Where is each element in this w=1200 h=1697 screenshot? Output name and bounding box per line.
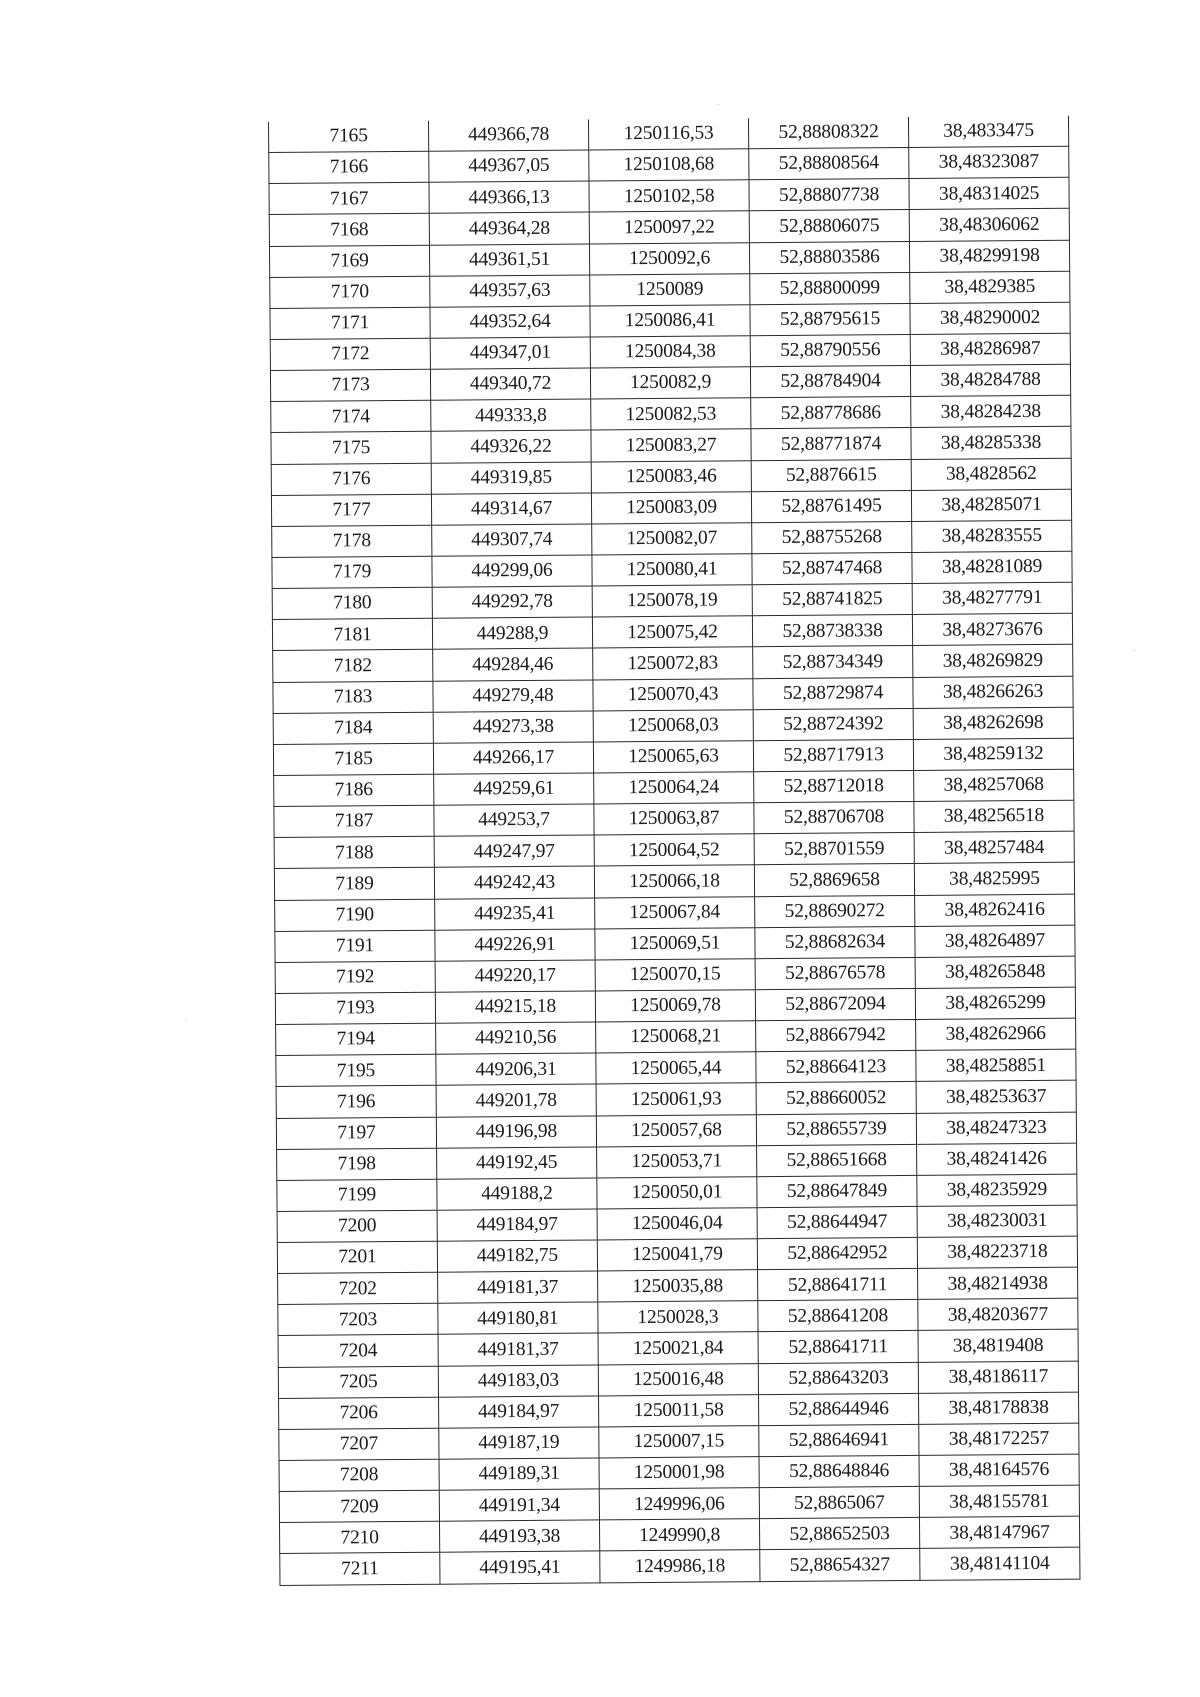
longitude-cell: 38,48262966 (916, 1018, 1076, 1050)
latitude-cell: 52,88738338 (752, 615, 912, 647)
y-coordinate-cell: 1250072,83 (593, 647, 753, 679)
point-number-cell: 7211 (280, 1553, 440, 1585)
latitude-cell: 52,88641711 (758, 1269, 918, 1301)
latitude-cell: 52,88808322 (748, 117, 908, 149)
x-coordinate-cell: 449181,37 (438, 1271, 598, 1303)
x-coordinate-cell: 449266,17 (433, 742, 593, 774)
point-number-cell: 7179 (272, 556, 432, 588)
x-coordinate-cell: 449183,03 (438, 1365, 598, 1397)
point-number-cell: 7168 (269, 214, 429, 246)
longitude-cell: 38,48286987 (910, 333, 1070, 365)
y-coordinate-cell: 1250066,18 (594, 865, 754, 897)
y-coordinate-cell: 1250064,52 (594, 834, 754, 866)
x-coordinate-cell: 449220,17 (435, 960, 595, 992)
longitude-cell: 38,48314025 (909, 177, 1069, 209)
x-coordinate-cell: 449333,8 (431, 399, 591, 431)
x-coordinate-cell: 449352,64 (430, 306, 590, 338)
y-coordinate-cell: 1250070,43 (593, 678, 753, 710)
longitude-cell: 38,48285338 (911, 427, 1071, 459)
y-coordinate-cell: 1250021,84 (598, 1332, 758, 1364)
latitude-cell: 52,8865067 (759, 1487, 919, 1519)
y-coordinate-cell: 1250082,07 (592, 523, 752, 555)
latitude-cell: 52,88808564 (749, 148, 909, 180)
longitude-cell: 38,48259132 (913, 738, 1073, 770)
point-number-cell: 7186 (274, 774, 434, 806)
y-coordinate-cell: 1250016,48 (598, 1363, 758, 1395)
x-coordinate-cell: 449299,06 (432, 555, 592, 587)
x-coordinate-cell: 449307,74 (432, 524, 592, 556)
point-number-cell: 7166 (269, 151, 429, 183)
longitude-cell: 38,48164576 (919, 1454, 1079, 1486)
y-coordinate-cell: 1250097,22 (589, 211, 749, 243)
longitude-cell: 38,48266263 (913, 676, 1073, 708)
x-coordinate-cell: 449191,34 (439, 1489, 599, 1521)
x-coordinate-cell: 449357,63 (430, 275, 590, 307)
point-number-cell: 7183 (273, 681, 433, 713)
longitude-cell: 38,48257068 (914, 769, 1074, 801)
point-number-cell: 7167 (269, 183, 429, 215)
latitude-cell: 52,88641208 (758, 1300, 918, 1332)
coordinates-table (268, 116, 1080, 1586)
y-coordinate-cell: 1250028,3 (598, 1301, 758, 1333)
coordinates-table-body (268, 116, 1079, 1585)
point-number-cell: 7192 (275, 961, 435, 993)
y-coordinate-cell: 1250083,46 (591, 460, 751, 492)
point-number-cell: 7205 (278, 1366, 438, 1398)
x-coordinate-cell: 449184,97 (439, 1396, 599, 1428)
x-coordinate-cell: 449188,2 (437, 1178, 597, 1210)
point-number-cell: 7208 (279, 1459, 439, 1491)
y-coordinate-cell: 1250078,19 (592, 585, 752, 617)
y-coordinate-cell: 1250082,9 (590, 367, 750, 399)
y-coordinate-cell: 1250065,63 (593, 741, 753, 773)
scan-speck (718, 104, 719, 105)
y-coordinate-cell: 1250102,58 (589, 180, 749, 212)
longitude-cell: 38,48284238 (911, 395, 1071, 427)
longitude-cell: 38,48269829 (913, 645, 1073, 677)
point-number-cell: 7196 (276, 1086, 436, 1118)
scan-speck (186, 1020, 187, 1021)
latitude-cell: 52,88641711 (758, 1331, 918, 1363)
y-coordinate-cell: 1250065,44 (596, 1052, 756, 1084)
longitude-cell: 38,48141104 (920, 1548, 1080, 1580)
point-number-cell: 7209 (279, 1490, 439, 1522)
x-coordinate-cell: 449273,38 (433, 711, 593, 743)
point-number-cell: 7198 (277, 1148, 437, 1180)
x-coordinate-cell: 449364,28 (429, 212, 589, 244)
longitude-cell: 38,48235929 (917, 1174, 1077, 1206)
y-coordinate-cell: 1250011,58 (599, 1394, 759, 1426)
latitude-cell: 52,88682634 (755, 926, 915, 958)
y-coordinate-cell: 1250069,51 (595, 927, 755, 959)
x-coordinate-cell: 449189,31 (439, 1458, 599, 1490)
x-coordinate-cell: 449210,56 (436, 1022, 596, 1054)
point-number-cell: 7176 (271, 463, 431, 495)
point-number-cell: 7191 (275, 930, 435, 962)
y-coordinate-cell: 1250108,68 (589, 149, 749, 181)
y-coordinate-cell: 1250063,87 (594, 803, 754, 835)
point-number-cell: 7184 (273, 712, 433, 744)
x-coordinate-cell: 449192,45 (437, 1147, 597, 1179)
point-number-cell: 7194 (276, 1023, 436, 1055)
y-coordinate-cell: 1250007,15 (599, 1426, 759, 1458)
latitude-cell: 52,88655739 (756, 1113, 916, 1145)
table-row (280, 1548, 1080, 1585)
point-number-cell: 7170 (270, 276, 430, 308)
x-coordinate-cell: 449242,43 (434, 866, 594, 898)
y-coordinate-cell: 1250053,71 (597, 1145, 757, 1177)
x-coordinate-cell: 449235,41 (435, 897, 595, 929)
longitude-cell: 38,48265299 (915, 987, 1075, 1019)
longitude-cell: 38,48241426 (917, 1143, 1077, 1175)
x-coordinate-cell: 449193,38 (439, 1520, 599, 1552)
y-coordinate-cell: 1250068,21 (596, 1021, 756, 1053)
x-coordinate-cell: 449347,01 (430, 337, 590, 369)
x-coordinate-cell: 449361,51 (429, 244, 589, 276)
point-number-cell: 7185 (273, 743, 433, 775)
latitude-cell: 52,8869658 (754, 864, 914, 896)
y-coordinate-cell: 1250061,93 (596, 1083, 756, 1115)
longitude-cell: 38,48186117 (918, 1361, 1078, 1393)
point-number-cell: 7203 (278, 1304, 438, 1336)
latitude-cell: 52,88652503 (759, 1518, 919, 1550)
y-coordinate-cell: 1250067,84 (595, 896, 755, 928)
longitude-cell: 38,48283555 (912, 520, 1072, 552)
point-number-cell: 7207 (279, 1428, 439, 1460)
latitude-cell: 52,88654327 (760, 1549, 920, 1581)
x-coordinate-cell: 449284,46 (433, 648, 593, 680)
latitude-cell: 52,88701559 (754, 833, 914, 865)
point-number-cell: 7178 (272, 525, 432, 557)
scan-speck (1134, 650, 1135, 651)
latitude-cell: 52,88795615 (750, 303, 910, 335)
point-number-cell: 7169 (269, 245, 429, 277)
point-number-cell: 7204 (278, 1335, 438, 1367)
longitude-cell: 38,48253637 (916, 1081, 1076, 1113)
longitude-cell: 38,48323087 (909, 146, 1069, 178)
point-number-cell: 7174 (271, 400, 431, 432)
y-coordinate-cell: 1250092,6 (589, 242, 749, 274)
point-number-cell: 7195 (276, 1054, 436, 1086)
latitude-cell: 52,88784904 (750, 366, 910, 398)
y-coordinate-cell: 1250086,41 (590, 305, 750, 337)
y-coordinate-cell: 1250064,24 (594, 772, 754, 804)
latitude-cell: 52,88644947 (757, 1206, 917, 1238)
longitude-cell: 38,48223718 (917, 1236, 1077, 1268)
x-coordinate-cell: 449196,98 (436, 1115, 596, 1147)
point-number-cell: 7190 (275, 899, 435, 931)
point-number-cell: 7206 (279, 1397, 439, 1429)
point-number-cell: 7210 (280, 1522, 440, 1554)
point-number-cell: 7197 (276, 1117, 436, 1149)
latitude-cell: 52,88778686 (751, 397, 911, 429)
longitude-cell: 38,48290002 (910, 302, 1070, 334)
longitude-cell: 38,48262698 (913, 707, 1073, 739)
point-number-cell: 7202 (278, 1272, 438, 1304)
longitude-cell: 38,48155781 (919, 1485, 1079, 1517)
latitude-cell: 52,88648846 (759, 1455, 919, 1487)
longitude-cell: 38,48281089 (912, 551, 1072, 583)
y-coordinate-cell: 1250080,41 (592, 554, 752, 586)
x-coordinate-cell: 449326,22 (431, 430, 591, 462)
latitude-cell: 52,88747468 (752, 552, 912, 584)
latitude-cell: 52,88806075 (749, 210, 909, 242)
y-coordinate-cell: 1250083,27 (591, 429, 751, 461)
latitude-cell: 52,88647849 (757, 1175, 917, 1207)
x-coordinate-cell: 449366,13 (429, 181, 589, 213)
y-coordinate-cell: 1250041,79 (597, 1239, 757, 1271)
x-coordinate-cell: 449288,9 (432, 617, 592, 649)
x-coordinate-cell: 449187,19 (439, 1427, 599, 1459)
point-number-cell: 7177 (271, 494, 431, 526)
longitude-cell: 38,4833475 (908, 116, 1068, 148)
longitude-cell: 38,48230031 (917, 1205, 1077, 1237)
point-number-cell: 7193 (275, 992, 435, 1024)
point-number-cell: 7172 (270, 338, 430, 370)
x-coordinate-cell: 449215,18 (435, 991, 595, 1023)
latitude-cell: 52,88800099 (750, 272, 910, 304)
longitude-cell: 38,48306062 (909, 209, 1069, 241)
x-coordinate-cell: 449279,48 (433, 679, 593, 711)
x-coordinate-cell: 449206,31 (436, 1053, 596, 1085)
y-coordinate-cell: 1249986,18 (600, 1550, 760, 1582)
latitude-cell: 52,88660052 (756, 1082, 916, 1114)
point-number-cell: 7180 (272, 587, 432, 619)
latitude-cell: 52,88741825 (752, 584, 912, 616)
latitude-cell: 52,88667942 (756, 1020, 916, 1052)
y-coordinate-cell: 1250082,53 (591, 398, 751, 430)
latitude-cell: 52,88676578 (755, 957, 915, 989)
latitude-cell: 52,88803586 (749, 241, 909, 273)
latitude-cell: 52,88790556 (750, 334, 910, 366)
y-coordinate-cell: 1250069,78 (595, 990, 755, 1022)
y-coordinate-cell: 1250070,15 (595, 958, 755, 990)
point-number-cell: 7181 (272, 618, 432, 650)
longitude-cell: 38,48214938 (918, 1267, 1078, 1299)
x-coordinate-cell: 449367,05 (429, 150, 589, 182)
x-coordinate-cell: 449253,7 (434, 804, 594, 836)
latitude-cell: 52,88646941 (759, 1424, 919, 1456)
x-coordinate-cell: 449184,97 (437, 1209, 597, 1241)
point-number-cell: 7188 (274, 836, 434, 868)
longitude-cell: 38,48178838 (919, 1392, 1079, 1424)
y-coordinate-cell: 1250068,03 (593, 709, 753, 741)
latitude-cell: 52,88807738 (749, 179, 909, 211)
longitude-cell: 38,48262416 (915, 894, 1075, 926)
latitude-cell: 52,88664123 (756, 1051, 916, 1083)
longitude-cell: 38,4829385 (910, 271, 1070, 303)
point-number-cell: 7201 (277, 1241, 437, 1273)
point-number-cell: 7173 (270, 369, 430, 401)
y-coordinate-cell: 1249996,06 (599, 1488, 759, 1520)
x-coordinate-cell: 449340,72 (430, 368, 590, 400)
x-coordinate-cell: 449247,97 (434, 835, 594, 867)
longitude-cell: 38,48203677 (918, 1299, 1078, 1331)
point-number-cell: 7165 (268, 121, 428, 153)
latitude-cell: 52,88643203 (758, 1362, 918, 1394)
longitude-cell: 38,48273676 (912, 613, 1072, 645)
latitude-cell: 52,88734349 (753, 646, 913, 678)
longitude-cell: 38,4819408 (918, 1330, 1078, 1362)
point-number-cell: 7189 (274, 868, 434, 900)
longitude-cell: 38,48258851 (916, 1049, 1076, 1081)
latitude-cell: 52,8876615 (751, 459, 911, 491)
latitude-cell: 52,88651668 (757, 1144, 917, 1176)
y-coordinate-cell: 1250089 (590, 273, 750, 305)
x-coordinate-cell: 449292,78 (432, 586, 592, 618)
x-coordinate-cell: 449181,37 (438, 1333, 598, 1365)
point-number-cell: 7187 (274, 805, 434, 837)
x-coordinate-cell: 449195,41 (440, 1551, 600, 1583)
y-coordinate-cell: 1250084,38 (590, 336, 750, 368)
point-number-cell: 7199 (277, 1179, 437, 1211)
latitude-cell: 52,88755268 (752, 521, 912, 553)
longitude-cell: 38,48256518 (914, 800, 1074, 832)
y-coordinate-cell: 1250046,04 (597, 1208, 757, 1240)
latitude-cell: 52,88690272 (755, 895, 915, 927)
x-coordinate-cell: 449366,78 (428, 119, 588, 151)
y-coordinate-cell: 1250075,42 (592, 616, 752, 648)
longitude-cell: 38,48299198 (909, 240, 1069, 272)
x-coordinate-cell: 449314,67 (431, 493, 591, 525)
y-coordinate-cell: 1250057,68 (596, 1114, 756, 1146)
point-number-cell: 7175 (271, 432, 431, 464)
latitude-cell: 52,88761495 (751, 490, 911, 522)
x-coordinate-cell: 449182,75 (437, 1240, 597, 1272)
x-coordinate-cell: 449226,91 (435, 929, 595, 961)
longitude-cell: 38,48147967 (919, 1516, 1079, 1548)
x-coordinate-cell: 449319,85 (431, 462, 591, 494)
longitude-cell: 38,4828562 (911, 458, 1071, 490)
y-coordinate-cell: 1250035,88 (598, 1270, 758, 1302)
longitude-cell: 38,4825995 (914, 863, 1074, 895)
latitude-cell: 52,88642952 (757, 1237, 917, 1269)
latitude-cell: 52,88729874 (753, 677, 913, 709)
longitude-cell: 38,48285071 (911, 489, 1071, 521)
y-coordinate-cell: 1249990,8 (599, 1519, 759, 1551)
y-coordinate-cell: 1250050,01 (597, 1176, 757, 1208)
point-number-cell: 7200 (277, 1210, 437, 1242)
longitude-cell: 38,48265848 (915, 956, 1075, 988)
point-number-cell: 7182 (273, 650, 433, 682)
x-coordinate-cell: 449201,78 (436, 1084, 596, 1116)
latitude-cell: 52,88724392 (753, 708, 913, 740)
latitude-cell: 52,88712018 (754, 770, 914, 802)
latitude-cell: 52,88706708 (754, 802, 914, 834)
latitude-cell: 52,88644946 (759, 1393, 919, 1425)
latitude-cell: 52,88717913 (753, 739, 913, 771)
longitude-cell: 38,48264897 (915, 925, 1075, 957)
longitude-cell: 38,48284788 (910, 364, 1070, 396)
longitude-cell: 38,48247323 (916, 1112, 1076, 1144)
y-coordinate-cell: 1250083,09 (591, 491, 751, 523)
point-number-cell: 7171 (270, 307, 430, 339)
longitude-cell: 38,48277791 (912, 582, 1072, 614)
longitude-cell: 38,48172257 (919, 1423, 1079, 1455)
latitude-cell: 52,88771874 (751, 428, 911, 460)
latitude-cell: 52,88672094 (755, 988, 915, 1020)
y-coordinate-cell: 1250001,98 (599, 1457, 759, 1489)
longitude-cell: 38,48257484 (914, 831, 1074, 863)
x-coordinate-cell: 449180,81 (438, 1302, 598, 1334)
y-coordinate-cell: 1250116,53 (588, 118, 748, 150)
x-coordinate-cell: 449259,61 (434, 773, 594, 805)
